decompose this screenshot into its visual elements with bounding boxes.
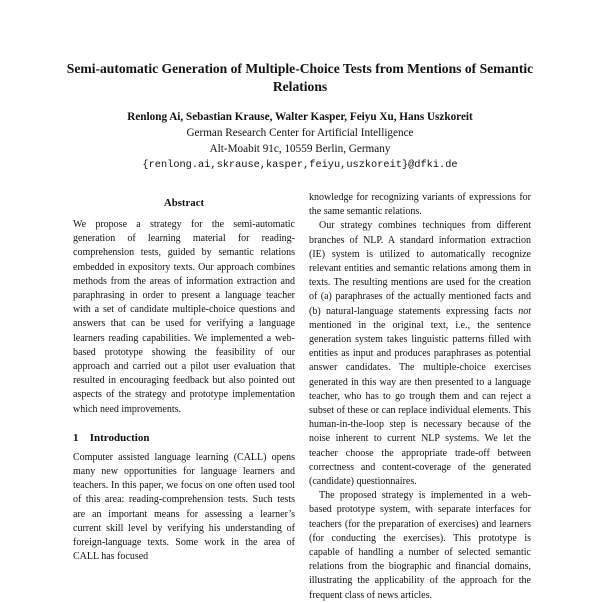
emphasis-not: not: [518, 305, 531, 317]
section-title: Introduction: [89, 431, 150, 444]
paragraph-continued: knowledge for recognizing variants of expressions for the same semantic relations.: [309, 192, 531, 218]
paragraph-strategy-part2: mentioned in the original text, i.e., the sentence generation system takes linguistic patterns filled with entities as input and produces paraphrases as potential answer candidates. The multiple-choice exercises generated in this way are then presented to a language teacher, who has to go trough them and can reject a subset of these or can replace individual elements. This human-in-the-loop step is necessary because of the noise inherent to current NLP systems. We let the teacher choose the appropriate trade-off between correctness and content-coverage of the generated (candidate) questionnaires.: [309, 319, 531, 488]
affiliation: German Research Center for Artificial Intelligence: [186, 127, 414, 139]
right-column: [309, 191, 531, 603]
paper-title: Semi-automatic Generation of Multiple-Choice Tests from Mentions of Semantic Relations: [66, 61, 534, 94]
introduction-text: Computer assisted language learning (CALL) opens many new opportunities for language learners and teachers. In this paper, we focus on one often used tool of this area: reading-comprehension tests. Such tests are an important means for assessing a learner’s current skill level by verifying his understanding of foreign-language texts. Some work in the area of CALL has focused: [73, 451, 295, 563]
paragraph-strategy: [309, 219, 531, 489]
paragraph-strategy-part1: Our strategy combines techniques from different branches of NLP. A standard information extraction (IE) system is utilized to automatically recognize relevant entities and semantic relations among them in texts. The resulting mentions are used for the creation of (a) paraphrases of the actually mentioned facts and (b) natural-language statements expressing facts: [309, 220, 531, 317]
author-block: [40, 109, 560, 173]
left-column: [73, 196, 295, 564]
abstract-heading: Abstract: [163, 197, 205, 209]
email: {renlong.ai,skrause,kasper,feiyu,uszkoreit}@dfki.de: [142, 159, 458, 171]
paragraph-prototype: The proposed strategy is implemented in a web-based prototype system, with separate interfaces for teachers (for the preparation of exercises) and learners (for conducting the exercises). This prototype is capable of handling a number of selected semantic relations from the biographic and financial domains, illustrating the applicability of the approach for the frequent class of news articles.: [309, 490, 531, 601]
address: Alt-Moabit 91c, 10559 Berlin, Germany: [209, 143, 391, 155]
author-names: Renlong Ai, Sebastian Krause, Walter Kasper, Feiyu Xu, Hans Uszkoreit: [127, 111, 473, 123]
section-number: 1: [73, 431, 79, 444]
abstract-text: We propose a strategy for the semi-automatic generation of learning material for reading-comprehension tests, guided by semantic relations embedded in expository texts. Our approach combines methods from the areas of information extraction and paraphrasing in order to present a language teacher with a set of candidate multiple-choice questions and answers that can be used for verifying a language learners reading capabilities. We implemented a web-based prototype showing the feasibility of our approach and carried out a pilot user evaluation that resulted in encouraging feedback but also pointed out aspects of the strategy and prototype implementation which need improvements.: [73, 219, 295, 415]
section-heading-introduction: [73, 431, 295, 445]
